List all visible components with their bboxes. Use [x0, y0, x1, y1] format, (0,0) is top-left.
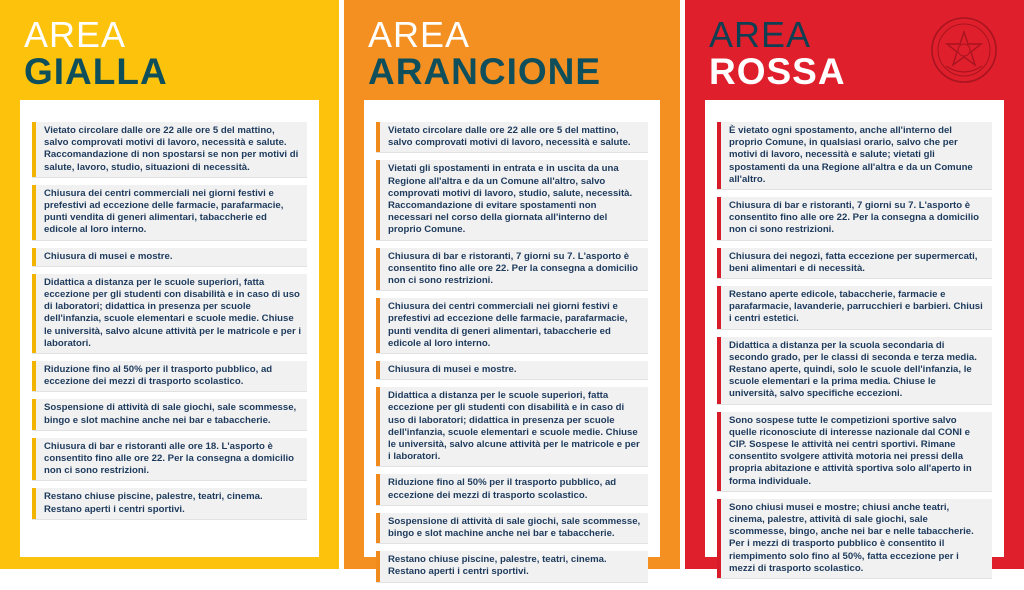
panel-title-name: ARANCIONE — [368, 51, 602, 92]
rule-item: Didattica a distanza per le scuole superiori, fatta eccezione per gli studenti con disabilità e in caso di uso di laboratori; didattica in presenza per scuole dell'infanzia, scuole elementari e scuole medie. Chiuse le università, salvo alcune attività per le matricole e per i laboratori. — [32, 274, 307, 353]
panel-header — [685, 0, 1024, 100]
rule-item: Chiusura di bar e ristoranti alle ore 18. L'asporto è consentito fino alle ore 22. Per la consegna a domicilio non ci sono restrizioni. — [32, 438, 307, 481]
panel-title-area: AREA — [709, 14, 812, 55]
rule-item: Sospensione di attività di sale giochi, sale scommesse, bingo e slot machine anche nei bar e tabaccherie. — [32, 399, 307, 429]
panel-title-name: ROSSA — [709, 51, 846, 92]
rule-item: Sospensione di attività di sale giochi, sale scommesse, bingo e slot machine anche nei bar e tabaccherie. — [376, 513, 648, 543]
rules-list — [717, 122, 992, 586]
rule-item: Didattica a distanza per le scuole superiori, fatta eccezione per gli studenti con disabilità e in caso di uso di laboratori; didattica in presenza per scuole dell'infanzia, scuole elementari e scuole medie. Chiuse le università, salvo alcune attività per le matricole e per i laboratori. — [376, 387, 648, 466]
panel-header — [344, 0, 680, 100]
rule-item: Chiusura dei centri commerciali nei giorni festivi e prefestivi ad eccezione delle farmacie, parafarmacie, punti vendita di generi alimentari, tabaccherie ed edicole al loro interno. — [32, 185, 307, 240]
panel-header — [0, 0, 339, 100]
rule-item: È vietato ogni spostamento, anche all'interno del proprio Comune, in qualsiasi orario, salvo che per motivi di lavoro, necessità e salute; vietati gli spostamenti da una Regione all'altra e da un Comune all'altro. — [717, 122, 992, 189]
rule-item: Sono chiusi musei e mostre; chiusi anche teatri, cinema, palestre, attività di sale giochi, sale scommesse, bingo, anche nei bar e nelle tabaccherie. Per i mezzi di trasporto pubblico è consentito il riempimento solo fino al 50%, fatta eccezione per i mezzi di trasporto scolastico. — [717, 499, 992, 578]
panel-body — [705, 100, 1004, 574]
rule-item: Chiusura di bar e ristoranti, 7 giorni su 7. L'asporto è consentito fino alle ore 22. Per la consegna a domicilio non ci sono restrizioni. — [717, 197, 992, 240]
panel-body — [20, 100, 319, 557]
panel-title-area: AREA — [368, 14, 471, 55]
rule-item: Chiusura di musei e mostre. — [376, 361, 648, 379]
panel-title-area: AREA — [24, 14, 127, 55]
rule-item: Chiusura di bar e ristoranti, 7 giorni su 7. L'asporto è consentito fino alle ore 22. Per la consegna a domicilio non ci sono restrizioni. — [376, 248, 648, 291]
rule-item: Vietato circolare dalle ore 22 alle ore 5 del mattino, salvo comprovati motivi di lavoro, necessità e salute. — [376, 122, 648, 152]
rule-item: Restano chiuse piscine, palestre, teatri, cinema. Restano aperti i centri sportivi. — [376, 551, 648, 581]
rule-item: Sono sospese tutte le competizioni sportive salvo quelle riconosciute di interesse nazionale dal CONI e CIP. Sospese le attività nei centri sportivi. Rimane consentito svolgere attività motoria nei pressi della propria abitazione e attività sportiva solo all'aperto in forma individuale. — [717, 412, 992, 491]
rule-item: Restano chiuse piscine, palestre, teatri, cinema. Restano aperti i centri sportivi. — [32, 488, 307, 518]
rule-item: Riduzione fino al 50% per il trasporto pubblico, ad eccezione dei mezzi di trasporto scolastico. — [32, 361, 307, 391]
rule-item: Chiusura dei centri commerciali nei giorni festivi e prefestivi ad eccezione delle farmacie, parafarmacie, punti vendita di generi alimentari, tabaccherie ed edicole al loro interno. — [376, 298, 648, 353]
rule-item: Chiusura dei negozi, fatta eccezione per supermercati, beni alimentari e di necessità. — [717, 248, 992, 278]
panel-body — [364, 100, 660, 578]
rules-list — [32, 122, 307, 527]
rule-item: Vietato circolare dalle ore 22 alle ore 5 del mattino, salvo comprovati motivi di lavoro, necessità e salute. Raccomandazione di non spostarsi se non per motivi di salute, lavoro, studio, situazioni di necessità. — [32, 122, 307, 177]
rule-item: Didattica a distanza per la scuola secondaria di secondo grado, per le classi di seconda e terza media. Restano aperte, quindi, solo le scuole dell'infanzia, le scuole elementari e la prima media. Chiuse le università, salvo specifiche eccezioni. — [717, 337, 992, 404]
rules-list — [376, 122, 648, 590]
rule-item: Restano aperte edicole, tabaccherie, farmacie e parafarmacie, lavanderie, parrucchieri e barbieri. Chiusi i centri estetici. — [717, 286, 992, 329]
panel-area-arancione — [344, 0, 680, 578]
rule-item: Vietati gli spostamenti in entrata e in uscita da una Regione all'altra e da un Comune all'altro, salvo comprovati motivi di lavoro, studio, salute, necessità. Raccomandazione di evitare spostamenti non necessari nel corso della giornata all'interno del proprio Comune. — [376, 160, 648, 239]
panel-title-name: GIALLA — [24, 51, 168, 92]
rule-item: Chiusura di musei e mostre. — [32, 248, 307, 266]
panel-area-rossa — [685, 0, 1024, 574]
rule-item: Riduzione fino al 50% per il trasporto pubblico, ad eccezione dei mezzi di trasporto scolastico. — [376, 474, 648, 504]
panel-area-gialla — [0, 0, 339, 569]
italian-republic-emblem-icon — [930, 16, 998, 84]
